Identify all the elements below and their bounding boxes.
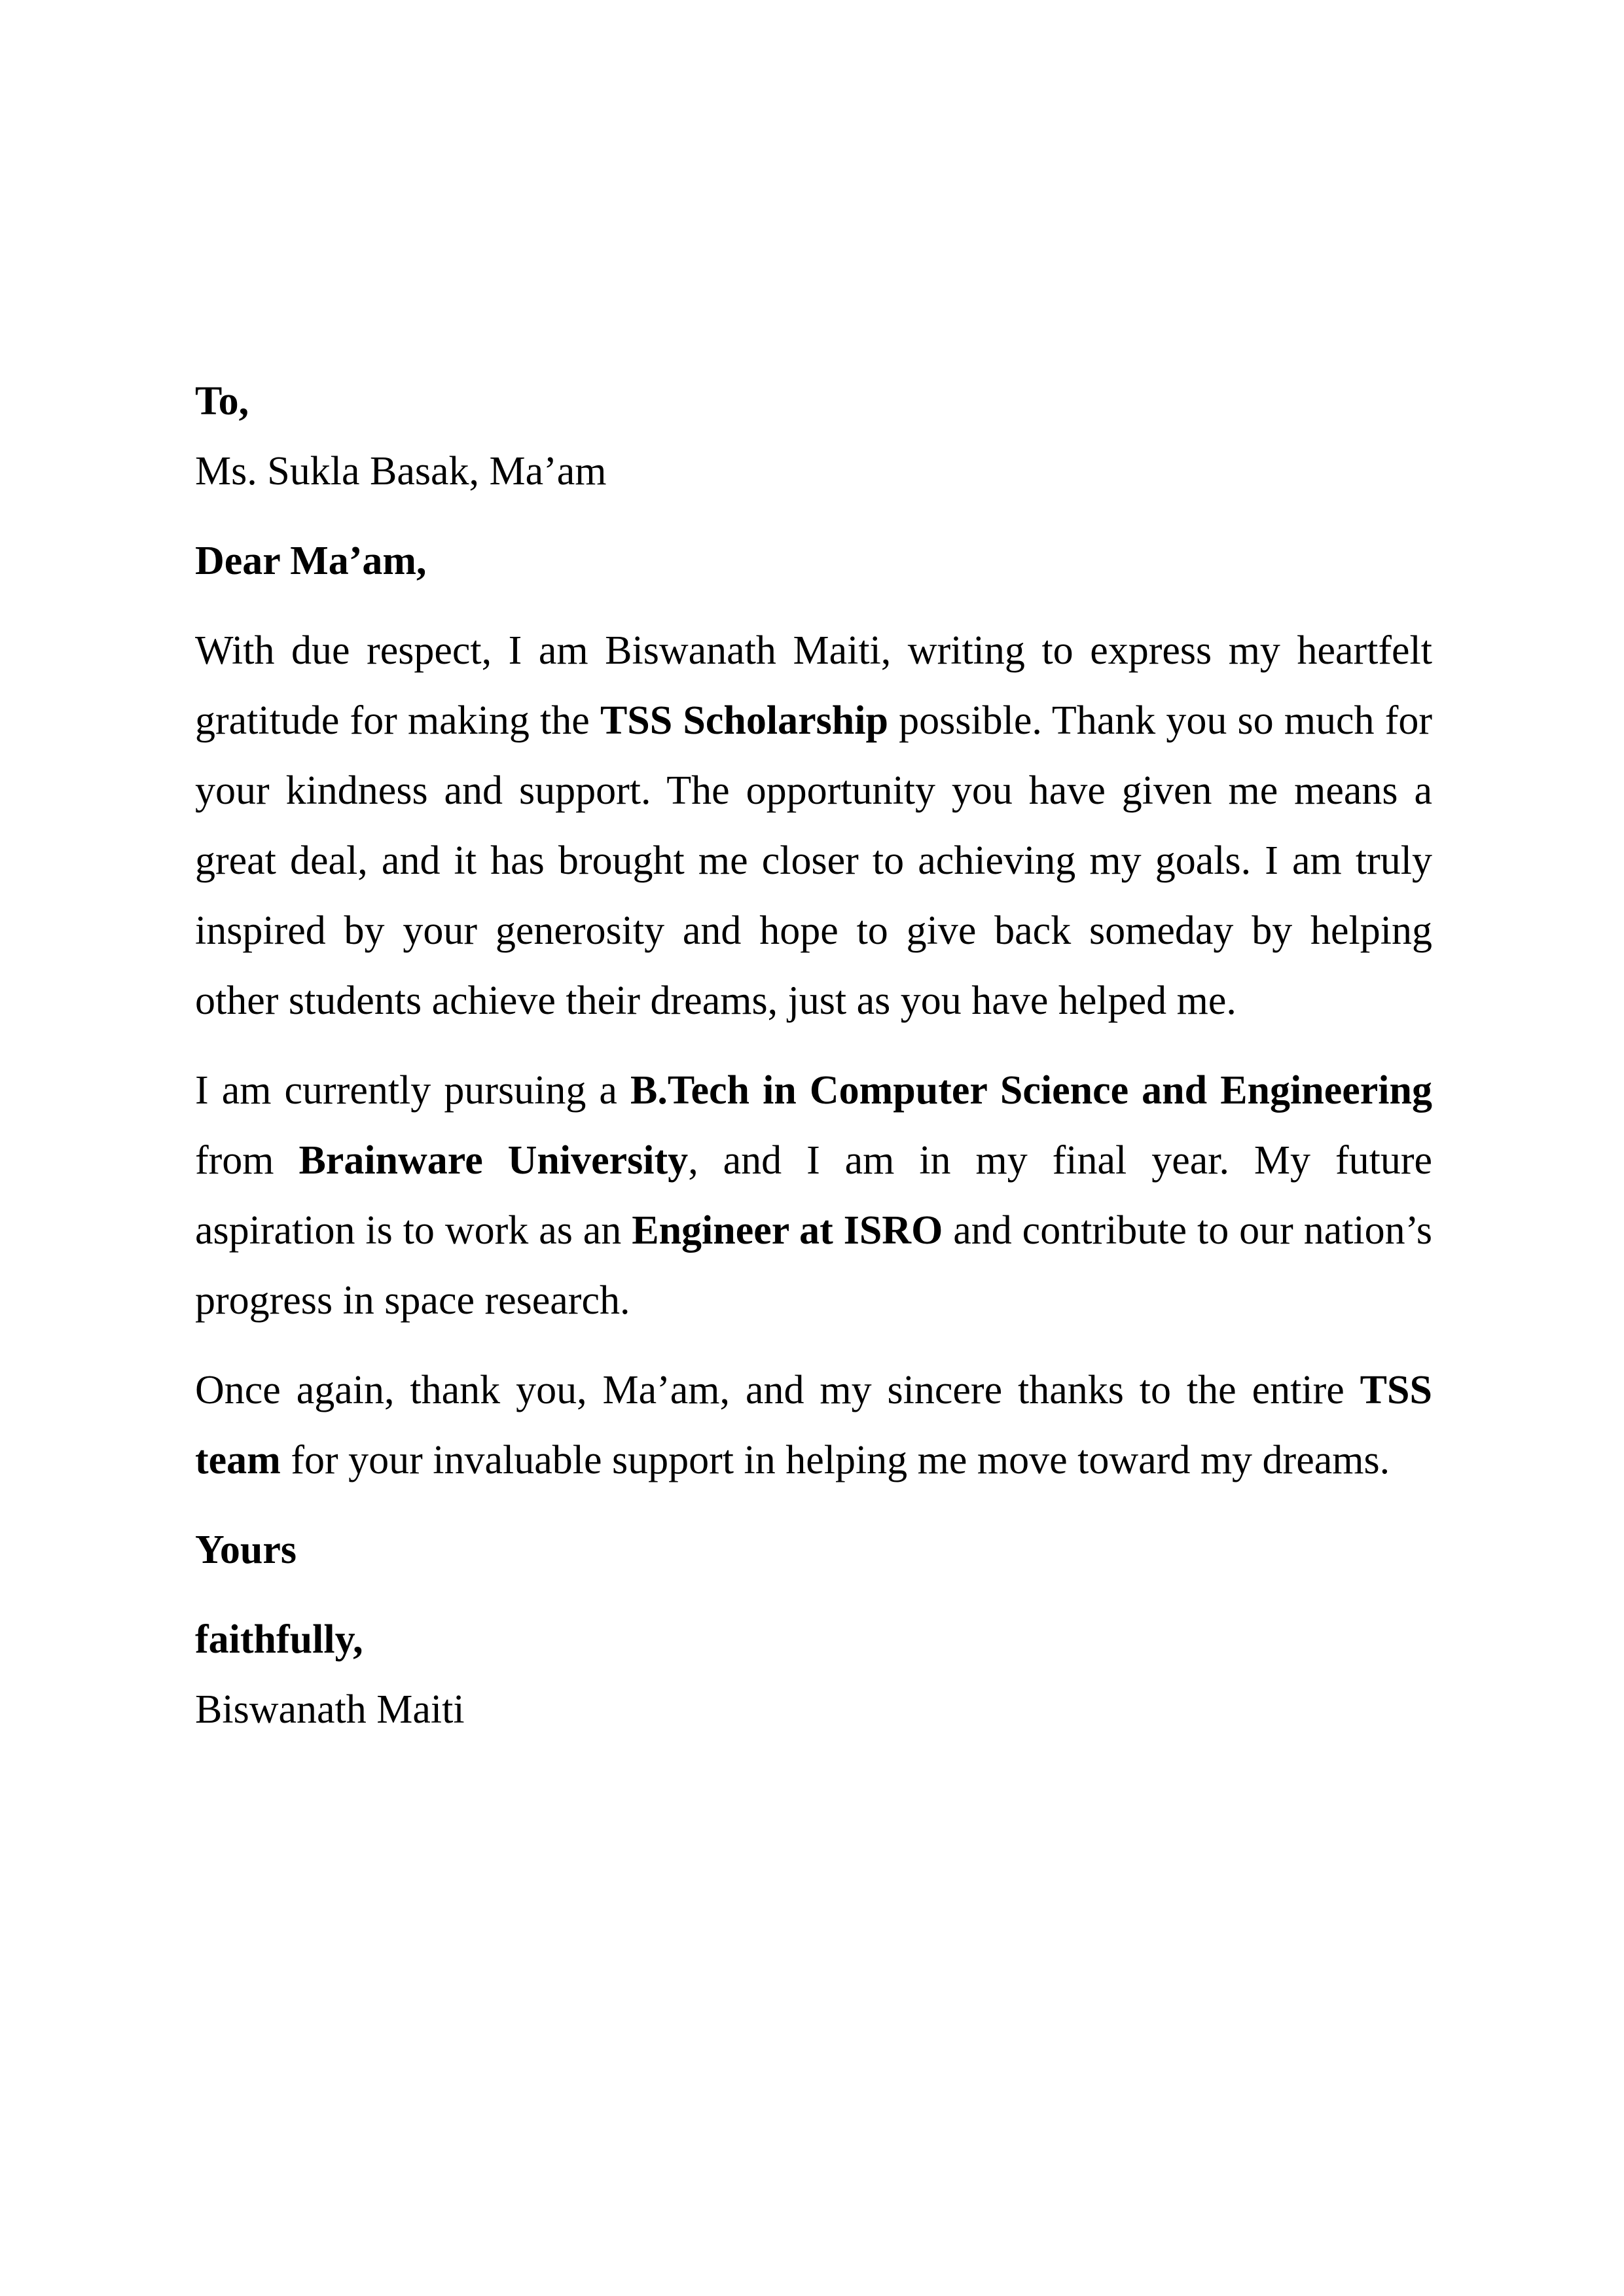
body-paragraph-1 <box>195 616 1432 1036</box>
body-paragraph-3 <box>195 1355 1432 1496</box>
text-run-bold: TSS team <box>195 1368 1432 1482</box>
valediction-line-1 <box>195 1515 1432 1585</box>
text-run: and contribute to our nation’s progress in space research. <box>195 1208 1433 1323</box>
text-run-bold: B.Tech in Computer Science and Engineering <box>630 1068 1432 1113</box>
text-run: I am currently pursuing a <box>195 1068 630 1113</box>
text-run-bold: TSS Scholarship <box>600 698 888 743</box>
text-run: , and I am in my final year. My future aspiration is to work as an <box>195 1138 1432 1253</box>
text-run-bold: Engineer at ISRO <box>632 1208 943 1253</box>
recipient-to: To, <box>195 379 249 423</box>
signature-block <box>195 1605 1432 1745</box>
letter-content <box>195 367 1432 1765</box>
text-run: With due respect, I am Biswanath Maiti, writing to express my heartfelt gratitude for making the <box>195 628 1432 743</box>
recipient-name: Ms. Sukla Basak, Ma’am <box>195 449 607 493</box>
valediction-text-2: faithfully, <box>195 1617 363 1662</box>
body-paragraph-2 <box>195 1056 1432 1336</box>
text-run: for your invaluable support in helping me move toward my dreams. <box>280 1438 1390 1482</box>
signature-name: Biswanath Maiti <box>195 1687 465 1732</box>
valediction-text: Yours <box>195 1528 297 1572</box>
text-run-bold: Brainware University <box>298 1138 689 1183</box>
greeting-text: Dear Ma’am, <box>195 539 427 583</box>
text-run: possible. Thank you so much for your kindness and support. The opportunity you have given me means a great deal, and it has brought me closer to achieving my goals. I am truly inspired by your generosity and hope to give back someday by helping other students achieve their dreams, just as you have helped me. <box>195 698 1432 1023</box>
text-run: from <box>195 1138 299 1183</box>
recipient-block <box>195 367 1432 507</box>
greeting-line <box>195 526 1432 596</box>
text-run: Once again, thank you, Ma’am, and my sincere thanks to the entire <box>195 1368 1360 1412</box>
